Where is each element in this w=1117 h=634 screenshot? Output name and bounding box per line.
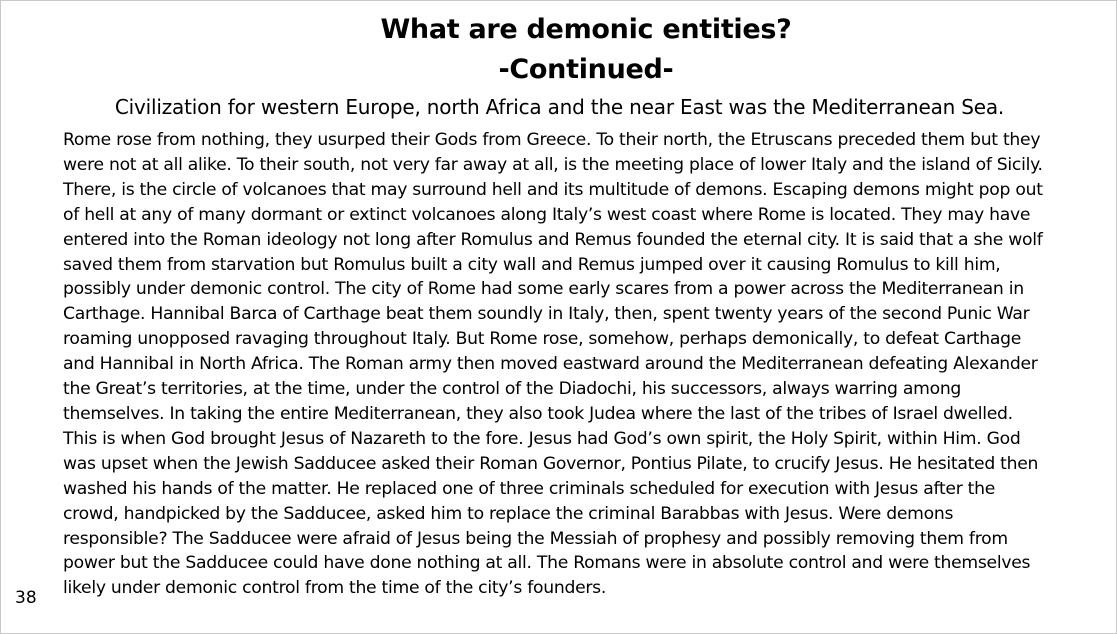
body-line: saved them from starvation but Romulus built a city wall and Remus jumped over it causing Romulus to kill him,: [63, 254, 1001, 275]
slide-title-continued: -Continued-: [498, 54, 674, 85]
body-line: Rome rose from nothing, they usurped their Gods from Greece. To their north, the Etruscans preceded them but they: [63, 130, 1041, 150]
body-line: the Great’s territories, at the time, under the control of the Diadochi, his successors, always warring among: [63, 379, 962, 400]
body-line: roaming unopposed ravaging throughout Italy. But Rome rose, somehow, perhaps demonically, to defeat Carthage: [63, 329, 1022, 350]
body-line: There, is the circle of volcanoes that may surround hell and its multitude of demons. Escaping demons might pop out: [63, 179, 1043, 200]
body-line: themselves. In taking the entire Mediterranean, they also took Judea where the last of the tribes of Israel dwelled.: [63, 403, 1013, 424]
body-line: This is when God brought Jesus of Nazareth to the fore. Jesus had God’s own spirit, the Holy Spirit, within Him. God: [63, 428, 1021, 449]
body-line: of hell at any of many dormant or extinct volcanoes along Italy’s west coast where Rome is located. They may have: [63, 204, 1031, 225]
body-line: Carthage. Hannibal Barca of Carthage beat them soundly in Italy, then, spent twenty years of the second Punic War: [63, 304, 1030, 325]
body-line: and Hannibal in North Africa. The Roman army then moved eastward around the Mediterranean defeating Alexander: [63, 354, 1038, 375]
body-line: was upset when the Jewish Sadducee asked their Roman Governor, Pontius Pilate, to crucify Jesus. He hesitated then: [63, 453, 1039, 474]
body-line: crowd, handpicked by the Sadducee, asked him to replace the criminal Barabbas with Jesus. Were demons: [63, 503, 954, 524]
body-line: were not at all alike. To their south, not very far away at all, is the meeting place of lower Italy and the island of Sicily.: [63, 154, 1043, 175]
body-line: entered into the Roman ideology not long after Romulus and Remus founded the eternal city. It is said that a she wolf: [63, 229, 1043, 250]
body-line: likely under demonic control from the time of the city’s founders.: [63, 578, 607, 599]
body-line: power but the Sadducee could have done nothing at all. The Romans were in absolute control and were themselves: [63, 553, 1031, 574]
body-line: responsible? The Sadducee were afraid of Jesus being the Messiah of prophesy and possibly removing them from: [63, 528, 1008, 549]
body-line: possibly under demonic control. The city of Rome had some early scares from a power across the Mediterranean in: [63, 279, 1024, 300]
body-paragraph: [63, 128, 1063, 601]
body-line: washed his hands of the matter. He replaced one of three criminals scheduled for execution with Jesus after the: [63, 478, 996, 499]
page-number: 38: [15, 588, 37, 608]
slide-subtitle: Civilization for western Europe, north Africa and the near East was the Mediterranean Sea.: [114, 95, 1005, 119]
slide-title: What are demonic entities?: [380, 14, 792, 45]
